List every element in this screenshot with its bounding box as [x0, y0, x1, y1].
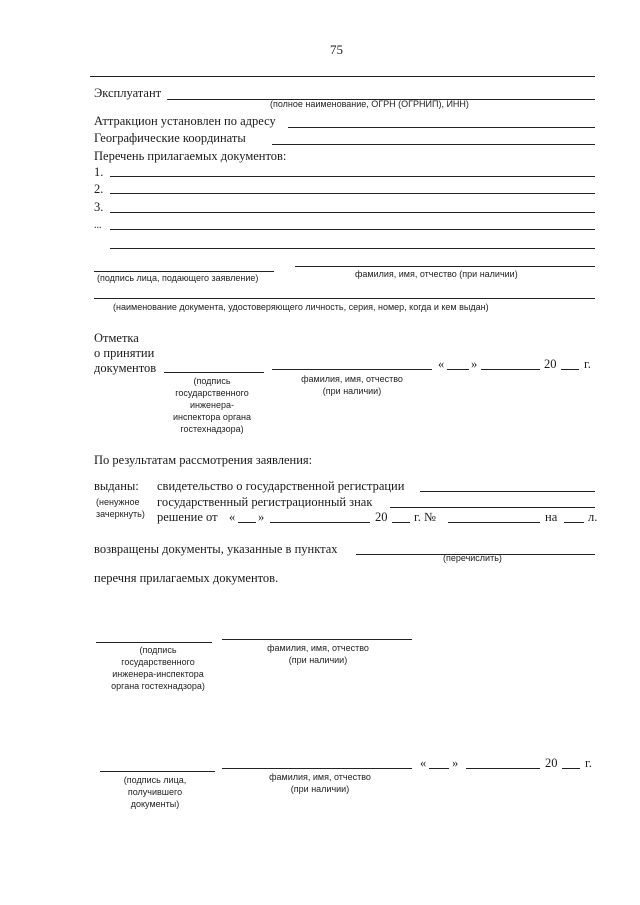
receiver-name-caption-line-2: (при наличии) [290, 784, 350, 794]
issued-label: выданы: [94, 479, 139, 493]
acceptance-month-field[interactable] [481, 369, 540, 370]
applicant-signature-caption: (подпись лица, подающего заявление) [97, 273, 259, 283]
strike-note-line-1: (ненужное [96, 497, 140, 507]
inspector-name-caption-line-1: фамилия, имя, отчество [267, 643, 369, 653]
address-field[interactable] [288, 127, 595, 128]
documents-item-1-number: 1. [94, 165, 104, 179]
decision-prefix: решение от [157, 510, 218, 524]
acceptance-year-suffix: г. [584, 357, 591, 371]
acceptance-date-close-quote: » [471, 357, 478, 371]
reg-sign-field[interactable] [390, 507, 595, 508]
acceptance-name-caption-line-1: фамилия, имя, отчество [301, 374, 403, 384]
applicant-name-field[interactable] [295, 266, 595, 267]
documents-item-1-field[interactable] [110, 176, 595, 177]
page-number: 75 [330, 42, 343, 57]
acceptance-signature-caption-line-5: гостехнадзора) [180, 424, 244, 434]
inspector-signature-field[interactable] [96, 642, 212, 643]
documents-item-2-field[interactable] [110, 193, 595, 194]
receiver-signature-field[interactable] [100, 771, 215, 772]
strike-note-line-2: зачеркнуть) [96, 509, 145, 519]
decision-number-label: г. № [414, 510, 436, 524]
acceptance-signature-field[interactable] [164, 372, 264, 373]
decision-date-close-quote: » [258, 510, 265, 524]
results-heading: По результатам рассмотрения заявления: [94, 453, 313, 467]
documents-item-3-field[interactable] [110, 212, 595, 213]
receiver-signature-caption-line-1: (подпись лица, [123, 775, 187, 785]
decision-number-field[interactable] [448, 522, 540, 523]
decision-date-open-quote: « [229, 510, 236, 524]
acceptance-name-caption-line-2: (при наличии) [322, 386, 382, 396]
operator-label: Эксплуатант [94, 86, 162, 100]
decision-year-field[interactable] [392, 522, 410, 523]
acceptance-signature-caption-line-2: государственного [175, 388, 249, 398]
inspector-signature-caption-line-1: (подпись [139, 645, 177, 655]
acceptance-year-field[interactable] [561, 369, 579, 370]
documents-item-2-number: 2. [94, 182, 104, 196]
list-tail: перечня прилагаемых документов. [94, 571, 279, 585]
acceptance-year-prefix: 20 [544, 357, 557, 371]
acceptance-signature-caption-line-4: инспектора органа [172, 412, 252, 422]
receiver-name-caption-line-1: фамилия, имя, отчество [269, 772, 371, 782]
certificate-field[interactable] [420, 491, 595, 492]
acceptance-label-line-3: документов [94, 361, 157, 375]
coordinates-label: Географические координаты [94, 131, 246, 145]
receiver-month-field[interactable] [466, 768, 540, 769]
applicant-id-doc-field[interactable] [94, 298, 595, 299]
receiver-year-field[interactable] [562, 768, 580, 769]
acceptance-date-open-quote: « [438, 357, 445, 371]
documents-item-3-number: 3. [94, 200, 104, 214]
acceptance-signature-caption-line-1: (подпись [193, 376, 231, 386]
receiver-name-field[interactable] [222, 768, 412, 769]
acceptance-day-field[interactable] [447, 369, 469, 370]
receiver-date-close-quote: » [452, 756, 459, 770]
acceptance-label-line-1: Отметка [94, 331, 139, 345]
inspector-name-field[interactable] [222, 639, 412, 640]
documents-item-4-field[interactable] [110, 229, 595, 230]
decision-year-prefix: 20 [375, 510, 388, 524]
decision-on-label: на [545, 510, 558, 524]
decision-day-field[interactable] [238, 522, 256, 523]
receiver-date-open-quote: « [420, 756, 427, 770]
acceptance-signature-caption-line-3: инженера- [189, 400, 234, 410]
receiver-signature-caption-line-3: документы) [130, 799, 180, 809]
receiver-year-suffix: г. [585, 756, 592, 770]
acceptance-name-field[interactable] [272, 369, 432, 370]
enumerate-caption: (перечислить) [443, 553, 502, 563]
applicant-name-caption: фамилия, имя, отчество (при наличии) [355, 269, 518, 279]
acceptance-label-line-2: о принятии [94, 346, 155, 360]
inspector-name-caption-line-2: (при наличии) [288, 655, 348, 665]
reg-sign-text: государственный регистрационный знак [157, 495, 373, 509]
receiver-signature-caption-line-2: получившего [127, 787, 183, 797]
inspector-signature-caption-line-4: органа гостехнадзора) [111, 681, 205, 691]
receiver-day-field[interactable] [429, 768, 449, 769]
documents-item-5-field[interactable] [110, 248, 595, 249]
decision-month-field[interactable] [270, 522, 370, 523]
documents-item-more: ... [94, 220, 102, 231]
address-label: Аттракцион установлен по адресу [94, 114, 276, 128]
inspector-signature-caption-line-2: государственного [121, 657, 195, 667]
operator-caption: (полное наименование, ОГРН (ОГРНИП), ИНН) [270, 99, 469, 109]
decision-sheets-field[interactable] [564, 522, 584, 523]
documents-list-label: Перечень прилагаемых документов: [94, 149, 287, 163]
receiver-year-prefix: 20 [545, 756, 558, 770]
decision-sheets-unit: л. [588, 510, 598, 524]
certificate-text: свидетельство о государственной регистрации [157, 479, 405, 493]
coordinates-field[interactable] [272, 144, 595, 145]
top-rule [90, 76, 595, 77]
applicant-id-doc-caption: (наименование документа, удостоверяющего личность, серия, номер, когда и кем выдан) [113, 302, 489, 312]
applicant-signature-field[interactable] [94, 271, 274, 272]
returned-label: возвращены документы, указанные в пунктах [94, 542, 338, 556]
inspector-signature-caption-line-3: инженера-инспектора [112, 669, 204, 679]
